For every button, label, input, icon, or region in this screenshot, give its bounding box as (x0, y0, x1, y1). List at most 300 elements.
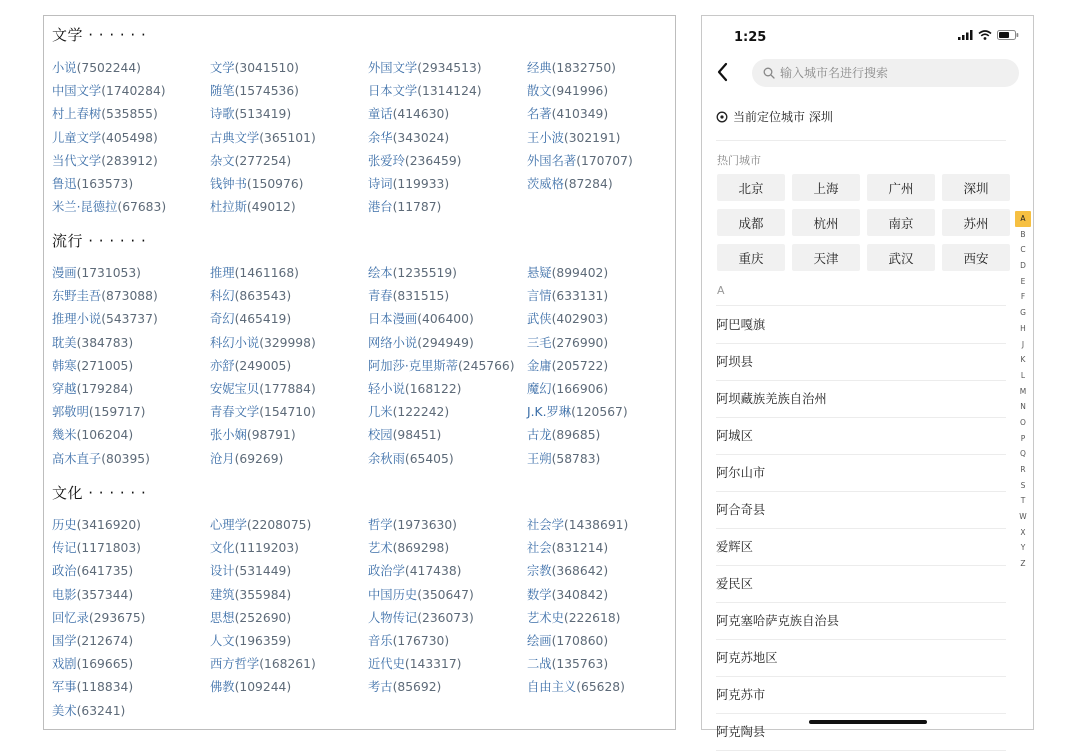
tag-name: 科幻 (210, 289, 235, 304)
tag-link[interactable] (368, 103, 527, 126)
tag-count: (154710) (259, 405, 316, 420)
tag-name: 社会 (527, 541, 552, 556)
current-location-row[interactable] (716, 108, 833, 125)
tag-name: 茨威格 (527, 176, 564, 191)
hot-city-button[interactable]: 深圳 (942, 174, 1010, 201)
tag-link[interactable] (368, 676, 527, 699)
tag-link[interactable] (527, 127, 672, 150)
status-time: 1:25 (734, 30, 767, 45)
tag-name: 童话 (368, 107, 393, 122)
tag-name: 港台 (368, 200, 393, 215)
tag-link[interactable] (52, 355, 210, 378)
tag-name: 国学 (52, 633, 77, 648)
tag-name: 哲学 (368, 518, 393, 532)
tag-link[interactable] (52, 103, 210, 126)
tag-link[interactable] (527, 401, 672, 424)
tag-link[interactable] (368, 332, 527, 355)
tag-count: (168261) (259, 657, 316, 672)
tag-link[interactable] (210, 308, 368, 331)
tag-name: 诗词 (368, 176, 393, 191)
tag-link[interactable] (527, 262, 672, 285)
tag-link[interactable] (368, 560, 527, 583)
tag-count: (1438691) (563, 518, 629, 532)
tag-link[interactable] (52, 332, 210, 355)
tag-name: 高木直子 (52, 451, 102, 466)
tag-link[interactable] (368, 196, 527, 219)
tag-name: 漫画 (52, 266, 77, 280)
tag-count: (410349) (551, 107, 609, 122)
tag-link[interactable] (52, 424, 210, 447)
tag-link[interactable] (52, 173, 210, 196)
tag-count: (283912) (101, 153, 158, 168)
tag-name: 宗教 (527, 564, 552, 579)
tag-name: 二战 (527, 657, 552, 672)
tag-link[interactable] (52, 630, 210, 653)
tag-link[interactable] (52, 378, 210, 401)
tag-count: (163573) (76, 176, 134, 191)
tag-name: 幾米 (52, 428, 77, 443)
tag-link[interactable] (52, 57, 210, 80)
tag-name: 轻小说 (368, 381, 405, 396)
alphabet-index-letter[interactable]: J (1021, 339, 1025, 349)
tag-name: 政治学 (368, 564, 405, 579)
section-title-culture: 文化 · · · · · · (52, 484, 147, 502)
tag-count: (1314124) (417, 84, 482, 99)
tag-link[interactable] (210, 537, 368, 560)
search-icon (763, 67, 775, 79)
tag-count: (58783) (551, 451, 601, 466)
city-list-item[interactable]: 爱辉区 (702, 529, 1012, 566)
tag-name: 阿加莎·克里斯蒂 (368, 358, 458, 373)
tag-link[interactable] (52, 401, 210, 424)
tag-name: 思想 (210, 610, 235, 625)
tag-link[interactable] (527, 378, 672, 401)
tag-count: (85692) (392, 680, 442, 695)
tag-link[interactable] (52, 560, 210, 583)
tag-count: (873088) (101, 289, 158, 304)
tag-link[interactable] (527, 80, 672, 103)
tag-link[interactable] (368, 448, 527, 471)
tag-link[interactable] (52, 285, 210, 308)
tag-link[interactable] (210, 285, 368, 308)
tag-link[interactable] (527, 332, 672, 355)
tag-count: (465419) (234, 312, 292, 327)
alphabet-index (1015, 211, 1031, 572)
alphabet-index-letter[interactable]: O (1020, 417, 1026, 427)
tag-link[interactable] (52, 150, 210, 173)
wifi-icon (978, 30, 992, 40)
tag-name: 人文 (210, 633, 235, 648)
tag-count: (414630) (392, 107, 450, 122)
tag-link[interactable] (210, 653, 368, 676)
city-list-item[interactable]: 阿克苏地区 (702, 640, 1012, 677)
tag-count: (350647) (417, 587, 474, 602)
tag-name: 钱钟书 (210, 176, 247, 191)
tag-link[interactable] (527, 560, 672, 583)
tag-name: 外国文学 (368, 61, 418, 75)
tag-name: 王朔 (527, 451, 552, 466)
tag-link[interactable] (527, 514, 672, 537)
hot-city-button[interactable]: 上海 (792, 174, 860, 201)
alphabet-index-letter[interactable]: T (1020, 496, 1026, 506)
tag-link[interactable] (527, 537, 672, 560)
alphabet-index-letter[interactable]: K (1020, 355, 1026, 365)
city-list-item[interactable]: 阿坝县 (702, 344, 1012, 381)
city-list-item[interactable]: 阿克苏市 (702, 677, 1012, 714)
tag-count: (236459) (404, 153, 462, 168)
tag-count: (1574536) (234, 84, 299, 99)
tag-name: 推理小说 (52, 312, 102, 327)
tag-name: 王小波 (527, 130, 564, 145)
tag-link[interactable] (210, 630, 368, 653)
section-title-popular: 流行 · · · · · · (52, 232, 147, 250)
tag-link[interactable] (210, 80, 368, 103)
tag-link[interactable] (210, 103, 368, 126)
tag-count: (159717) (88, 405, 146, 420)
tag-count: (65405) (404, 451, 454, 466)
alphabet-index-letter[interactable]: S (1020, 480, 1026, 490)
tag-name: 古典文学 (210, 130, 260, 145)
tag-link[interactable] (210, 584, 368, 607)
alphabet-index-letter[interactable]: L (1020, 370, 1026, 380)
alphabet-index-letter[interactable]: Q (1020, 449, 1026, 459)
tag-name: 韩寒 (52, 358, 77, 373)
tag-link[interactable] (210, 262, 368, 285)
tag-count: (343024) (392, 130, 450, 145)
tag-name: 音乐 (368, 633, 393, 648)
tag-link[interactable] (52, 653, 210, 676)
tag-name: 青春 (368, 289, 393, 304)
tag-link[interactable] (210, 424, 368, 447)
tag-link[interactable] (527, 173, 672, 196)
hot-city-button[interactable]: 武汉 (867, 244, 935, 271)
current-location-label: 当前定位城市 深圳 (733, 110, 833, 124)
divider (716, 140, 1006, 141)
tag-link[interactable] (368, 584, 527, 607)
tag-cloud-panel (43, 15, 676, 730)
tag-link[interactable] (527, 448, 672, 471)
section-title-literature: 文学 · · · · · · (52, 26, 147, 44)
tag-link[interactable] (368, 630, 527, 653)
tag-name: 外国名著 (527, 153, 577, 168)
tag-count: (831214) (551, 541, 609, 556)
tag-count: (417438) (404, 564, 462, 579)
tag-link[interactable] (210, 173, 368, 196)
tag-count: (170707) (576, 153, 633, 168)
alphabet-index-letter[interactable]: G (1020, 308, 1026, 318)
tag-name: 绘本 (368, 266, 393, 280)
tag-count: (1832750) (551, 61, 616, 75)
tag-name: 文学 (210, 61, 235, 75)
tag-count: (1973630) (392, 518, 457, 532)
tag-name: J.K.罗琳 (527, 405, 572, 420)
alphabet-index-letter[interactable]: X (1020, 527, 1026, 537)
tag-link[interactable] (527, 607, 672, 630)
tag-link[interactable] (52, 262, 210, 285)
tag-name: 传记 (52, 541, 77, 556)
tag-count: (249005) (234, 358, 292, 373)
tag-name: 电影 (52, 587, 77, 602)
tag-count: (109244) (234, 680, 292, 695)
hot-city-button[interactable]: 杭州 (792, 209, 860, 236)
tag-link[interactable] (368, 537, 527, 560)
tag-count: (245766) (458, 358, 515, 373)
tag-count: (276990) (551, 335, 609, 350)
tag-link[interactable] (368, 514, 527, 537)
tag-count: (543737) (101, 312, 158, 327)
tag-link[interactable] (368, 150, 527, 173)
tag-link[interactable] (368, 401, 527, 424)
alphabet-index-letter[interactable]: W (1019, 512, 1027, 522)
tag-name: 悬疑 (527, 266, 552, 280)
tag-grid-popular (52, 262, 672, 471)
tag-link[interactable] (210, 150, 368, 173)
tag-link[interactable] (52, 607, 210, 630)
alphabet-index-letter[interactable]: N (1020, 402, 1026, 412)
city-list-item[interactable]: 爱民区 (702, 566, 1012, 603)
tag-count: (1119203) (234, 541, 299, 556)
tag-name: 穿越 (52, 381, 77, 396)
tag-count: (368642) (551, 564, 609, 579)
tag-link[interactable] (52, 537, 210, 560)
tag-name: 沧月 (210, 451, 235, 466)
tag-count: (863543) (234, 289, 292, 304)
alphabet-index-letter[interactable]: A (1015, 211, 1031, 227)
tag-link[interactable] (527, 150, 672, 173)
tag-count: (406400) (417, 312, 474, 327)
tag-link[interactable] (368, 262, 527, 285)
search-box[interactable] (752, 59, 1019, 87)
tag-link[interactable] (527, 103, 672, 126)
tag-name: 校园 (368, 428, 393, 443)
tag-name: 郭敬明 (52, 405, 89, 420)
tag-link[interactable] (210, 676, 368, 699)
tag-link[interactable] (527, 630, 672, 653)
tag-count: (535855) (101, 107, 158, 122)
tag-name: 艺术 (368, 541, 393, 556)
tag-count: (11787) (392, 200, 442, 215)
tag-name: 青春文学 (210, 405, 260, 420)
city-list-item[interactable]: 阿尔山市 (702, 455, 1012, 492)
tag-count: (168122) (404, 381, 462, 396)
tag-link[interactable] (210, 401, 368, 424)
tag-name: 几米 (368, 405, 393, 420)
tag-link[interactable] (368, 127, 527, 150)
hot-city-button[interactable]: 广州 (867, 174, 935, 201)
tag-count: (405498) (101, 130, 158, 145)
alphabet-index-letter[interactable]: B (1020, 229, 1026, 239)
tag-link[interactable] (52, 700, 210, 723)
tag-count: (118834) (76, 680, 134, 695)
tag-count: (531449) (234, 564, 292, 579)
tag-name: 戏剧 (52, 657, 77, 672)
tag-name: 魔幻 (527, 381, 552, 396)
tag-count: (179284) (76, 381, 134, 396)
tag-link[interactable] (368, 173, 527, 196)
tag-count: (2208075) (246, 518, 312, 532)
tag-link[interactable] (52, 196, 210, 219)
hot-city-button[interactable]: 南京 (867, 209, 935, 236)
tag-link[interactable] (527, 57, 672, 80)
tag-count: (1235519) (392, 266, 457, 280)
hot-city-button[interactable]: 西安 (942, 244, 1010, 271)
tag-name: 亦舒 (210, 358, 235, 373)
tag-name: 中国历史 (368, 587, 418, 602)
tag-name: 杂文 (210, 153, 235, 168)
back-icon[interactable] (715, 60, 731, 84)
tag-name: 设计 (210, 564, 235, 579)
hot-city-button[interactable]: 重庆 (717, 244, 785, 271)
tag-name: 米兰·昆德拉 (52, 200, 118, 215)
city-list-item[interactable]: 阿坝藏族羌族自治州 (702, 381, 1012, 418)
city-list-item[interactable]: 阿合奇县 (702, 492, 1012, 529)
tag-count: (513419) (234, 107, 292, 122)
alphabet-index-letter[interactable]: M (1019, 386, 1027, 396)
tag-count: (1171803) (76, 541, 141, 556)
tag-name: 文化 (210, 541, 235, 556)
alphabet-index-letter[interactable]: D (1020, 261, 1026, 271)
location-pin-icon (716, 111, 728, 123)
tag-link[interactable] (210, 355, 368, 378)
tag-name: 村上春树 (52, 107, 102, 122)
tag-name: 儿童文学 (52, 130, 102, 145)
tag-count: (3416920) (76, 518, 141, 532)
alphabet-index-letter[interactable]: P (1020, 433, 1026, 443)
tag-name: 安妮宝贝 (210, 381, 260, 396)
tag-count: (122242) (392, 405, 450, 420)
tag-count: (69269) (234, 451, 284, 466)
tag-count: (120567) (571, 405, 628, 420)
tag-count: (340842) (551, 587, 609, 602)
alphabet-index-letter[interactable]: R (1020, 465, 1026, 474)
tag-count: (67683) (117, 200, 167, 215)
hot-city-button[interactable]: 成都 (717, 209, 785, 236)
city-list-item[interactable]: 阿城区 (702, 418, 1012, 455)
tag-name: 散文 (527, 84, 552, 99)
alphabet-index-letter[interactable]: C (1020, 245, 1026, 255)
tag-link[interactable] (368, 57, 527, 80)
tag-name: 心理学 (210, 518, 247, 532)
hot-city-button[interactable]: 北京 (717, 174, 785, 201)
tag-link[interactable] (527, 584, 672, 607)
tag-count: (384783) (76, 335, 134, 350)
tag-count: (402903) (551, 312, 609, 327)
tag-count: (633131) (551, 289, 609, 304)
tag-count: (252690) (234, 610, 292, 625)
tag-link[interactable] (368, 308, 527, 331)
tag-name: 推理 (210, 266, 235, 280)
tag-link[interactable] (52, 80, 210, 103)
tag-name: 回忆录 (52, 610, 89, 625)
tag-name: 人物传记 (368, 610, 418, 625)
alphabet-index-letter[interactable]: F (1020, 292, 1026, 302)
tag-name: 诗歌 (210, 107, 235, 122)
tag-name: 网络小说 (368, 335, 418, 350)
tag-link[interactable] (527, 676, 672, 699)
tag-link[interactable] (210, 607, 368, 630)
alphabet-index-letter[interactable]: E (1020, 276, 1026, 286)
letter-group-header: A (717, 284, 725, 297)
tag-count: (87284) (563, 176, 613, 191)
tag-link[interactable] (527, 653, 672, 676)
city-picker-screen (701, 15, 1034, 739)
tag-grid-literature (52, 57, 672, 219)
tag-count: (196359) (234, 633, 292, 648)
tag-link[interactable] (527, 285, 672, 308)
tag-link[interactable] (368, 285, 527, 308)
tag-name: 三毛 (527, 335, 552, 350)
tag-link[interactable] (210, 560, 368, 583)
hot-cities-title: 热门城市 (717, 154, 761, 167)
city-search-input[interactable] (780, 66, 1000, 80)
tag-count: (170860) (551, 633, 609, 648)
tag-name: 东野圭吾 (52, 289, 102, 304)
hot-city-button[interactable]: 苏州 (942, 209, 1010, 236)
tag-count: (831515) (392, 289, 450, 304)
tag-link[interactable] (527, 424, 672, 447)
tag-link[interactable] (52, 584, 210, 607)
tag-link[interactable] (368, 607, 527, 630)
tag-count: (65628) (576, 680, 625, 695)
tag-count: (357344) (76, 587, 134, 602)
tag-link[interactable] (368, 80, 527, 103)
tag-link[interactable] (210, 448, 368, 471)
tag-link[interactable] (52, 448, 210, 471)
tag-count: (169665) (76, 657, 134, 672)
tag-link[interactable] (210, 57, 368, 80)
tag-count: (89685) (551, 428, 601, 443)
tag-count: (899402) (551, 266, 609, 280)
tag-link[interactable] (52, 308, 210, 331)
tag-link[interactable] (52, 127, 210, 150)
city-list-item[interactable]: 阿巴嘎旗 (702, 307, 1012, 344)
city-list-item[interactable]: 阿克陶县 (702, 714, 1012, 751)
hot-city-button[interactable]: 天津 (792, 244, 860, 271)
tag-link[interactable] (527, 308, 672, 331)
alphabet-index-letter[interactable]: Z (1020, 559, 1026, 569)
tag-count: (106204) (76, 428, 134, 443)
hot-cities-grid (717, 174, 1010, 271)
tag-count: (212674) (76, 633, 134, 648)
tag-link[interactable] (52, 676, 210, 699)
tag-link[interactable] (52, 514, 210, 537)
home-indicator[interactable] (809, 720, 927, 724)
alphabet-index-letter[interactable]: H (1020, 323, 1026, 333)
city-list-item[interactable]: 阿克塞哈萨克族自治县 (702, 603, 1012, 640)
tag-link[interactable] (368, 378, 527, 401)
status-bar-icons (958, 30, 1019, 40)
tag-link[interactable] (368, 355, 527, 378)
tag-name: 社会学 (527, 518, 564, 532)
tag-link[interactable] (210, 127, 368, 150)
tag-link[interactable] (368, 424, 527, 447)
tag-link[interactable] (368, 653, 527, 676)
tag-link[interactable] (210, 332, 368, 355)
tag-link[interactable] (210, 378, 368, 401)
alphabet-index-letter[interactable]: Y (1020, 543, 1026, 553)
tag-count: (98791) (246, 428, 296, 443)
tag-link[interactable] (210, 514, 368, 537)
tag-count: (293675) (88, 610, 146, 625)
tag-link[interactable] (210, 196, 368, 219)
tag-count: (329998) (259, 335, 316, 350)
battery-icon (997, 30, 1019, 40)
tag-name: 当代文学 (52, 153, 102, 168)
tag-name: 张小娴 (210, 428, 247, 443)
tag-link[interactable] (527, 355, 672, 378)
tag-name: 金庸 (527, 358, 552, 373)
tag-count: (1461168) (234, 266, 299, 280)
